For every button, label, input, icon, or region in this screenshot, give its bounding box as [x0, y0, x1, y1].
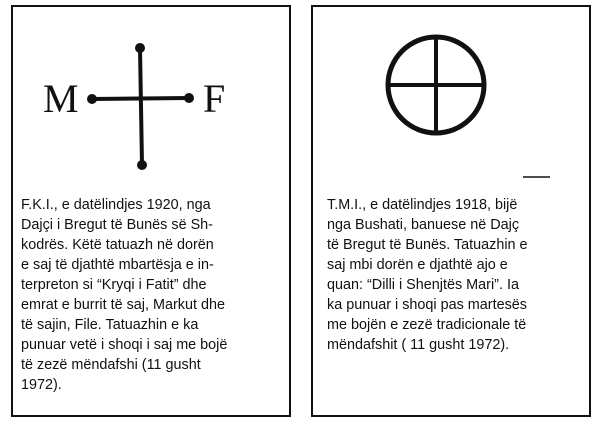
caption-line: ka punuar i shoqi pas martesës	[327, 297, 527, 313]
caption-line: të Bregut të Bunës. Tatuazhin e	[327, 237, 528, 253]
caption-line: F.K.I., e datëlindjes 1920, nga	[21, 197, 211, 213]
caption-line: saj mbi dorën e djathtë ajo e	[327, 257, 508, 273]
caption-line: emrat e burrit të saj, Markut dhe	[21, 297, 225, 313]
caption-line: të sajin, File. Tatuazhin e ka	[21, 317, 199, 333]
cross-dot-bottom	[137, 160, 147, 170]
left-card	[11, 5, 291, 417]
caption-line: punuar vetë i shoqi i saj me bojë	[21, 337, 228, 353]
caption-line: e saj të djathtë mbartësja e in-	[21, 257, 214, 273]
tattoo-letter-f: F	[203, 76, 226, 121]
caption-line: mëndafshit ( 11 gusht 1972).	[327, 337, 510, 353]
caption-line: kodrës. Këtë tatuazh në dorën	[21, 237, 214, 253]
caption-line: të zezë mëndafshi (11 gusht	[21, 357, 201, 373]
caption-line: Dajçi i Bregut të Bunës së Sh-	[21, 217, 213, 233]
cross-horizontal-stroke	[92, 98, 189, 99]
sun-of-saint-mary-tattoo-icon	[313, 7, 589, 197]
caption-line: me bojën e zezë tradicionale të	[327, 317, 527, 333]
caption-line: quan: “Dilli i Shenjtës Mari”. Ia	[327, 277, 519, 293]
right-card	[311, 5, 591, 417]
cross-dot-right	[184, 93, 194, 103]
cross-dot-top	[135, 43, 145, 53]
cross-vertical-stroke	[140, 48, 142, 165]
caption-line: T.M.I., e datëlindjes 1918, bijë	[327, 197, 518, 213]
right-card-caption	[327, 195, 579, 355]
caption-line: nga Bushati, banuese në Dajç	[327, 217, 520, 233]
caption-line: terpreton si “Kryqi i Fatit” dhe	[21, 277, 207, 293]
left-card-caption	[21, 195, 285, 395]
caption-line: 1972).	[21, 377, 62, 393]
cross-of-fate-tattoo-icon	[13, 7, 289, 197]
cross-dot-left	[87, 94, 97, 104]
tattoo-letter-m: M	[43, 76, 79, 121]
